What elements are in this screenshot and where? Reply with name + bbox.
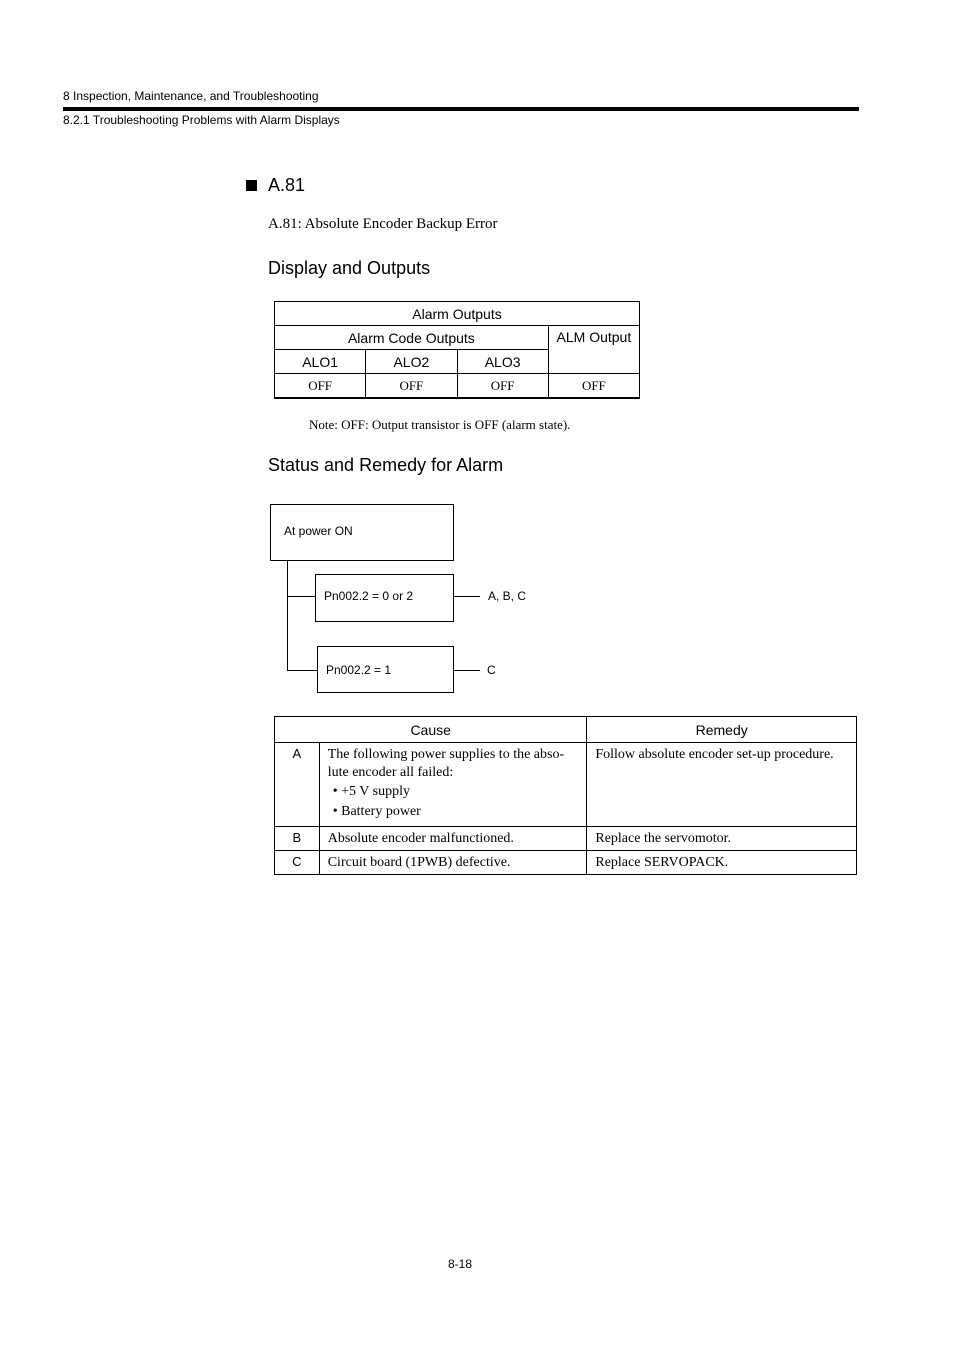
cause-item: • Battery power xyxy=(332,804,421,819)
alarm-code-heading: A.81 xyxy=(268,175,306,195)
cause-cell: Circuit board (1PWB) defective. xyxy=(319,851,587,875)
remedy-cell: Replace SERVOPACK. xyxy=(587,851,857,875)
branch2-result: C xyxy=(487,663,496,677)
connector-branch2 xyxy=(287,670,317,671)
display-outputs-heading: Display and Outputs xyxy=(268,258,431,278)
at-power-on-label: At power ON xyxy=(284,524,353,538)
output-note: Note: OFF: Output transistor is OFF (alarm state). xyxy=(309,417,571,432)
cause-text: The following power supplies to the abso-lute encoder all failed: xyxy=(327,747,565,780)
at-power-on-box xyxy=(270,504,454,561)
row-key: B xyxy=(275,827,320,851)
cause-item: • +5 V supply xyxy=(332,784,410,799)
pn002-1-label: Pn002.2 = 1 xyxy=(326,663,392,677)
cause-cell xyxy=(319,743,587,827)
remedy-cell: Follow absolute encoder set-up procedure. xyxy=(587,743,857,827)
alo3-value: OFF xyxy=(457,374,548,399)
alo3-header: ALO3 xyxy=(457,350,548,374)
alo2-header: ALO2 xyxy=(366,350,457,374)
square-bullet-icon xyxy=(246,180,257,191)
alarm-outputs-header: Alarm Outputs xyxy=(275,302,640,326)
remedy-cell: Replace the servomotor. xyxy=(587,827,857,851)
branch1-result: A, B, C xyxy=(488,589,527,603)
connector-trunk xyxy=(287,560,288,670)
alm-output-header: ALM Output xyxy=(548,326,639,374)
remedy-header: Remedy xyxy=(587,717,857,743)
alm-output-value: OFF xyxy=(548,374,639,399)
table-row xyxy=(275,827,857,851)
alo1-header: ALO1 xyxy=(275,350,366,374)
alarm-outputs-table xyxy=(274,301,640,399)
row-key: C xyxy=(275,851,320,875)
page-number: 8-18 xyxy=(448,1257,473,1271)
cause-remedy-table xyxy=(274,716,857,875)
status-remedy-heading: Status and Remedy for Alarm xyxy=(268,455,504,475)
pn002-1-box xyxy=(317,646,454,693)
cause-header: Cause xyxy=(275,717,587,743)
alarm-code-outputs-header: Alarm Code Outputs xyxy=(275,326,549,350)
header-rule xyxy=(63,107,859,111)
alo2-value: OFF xyxy=(366,374,457,399)
table-row xyxy=(275,743,857,827)
connector-branch1 xyxy=(287,596,315,597)
cause-cell: Absolute encoder malfunctioned. xyxy=(319,827,587,851)
pn002-0-or-2-box xyxy=(315,574,454,622)
branch1-result-line xyxy=(454,596,480,597)
alarm-description: A.81: Absolute Encoder Backup Error xyxy=(268,216,498,232)
chapter-title: 8 Inspection, Maintenance, and Troubleshooting xyxy=(63,89,319,103)
pn002-0-or-2-label: Pn002.2 = 0 or 2 xyxy=(324,589,414,603)
table-row xyxy=(275,851,857,875)
section-title: 8.2.1 Troubleshooting Problems with Alarm Displays xyxy=(63,113,340,127)
branch2-result-line xyxy=(454,670,480,671)
alo1-value: OFF xyxy=(275,374,366,399)
row-key: A xyxy=(275,743,320,827)
